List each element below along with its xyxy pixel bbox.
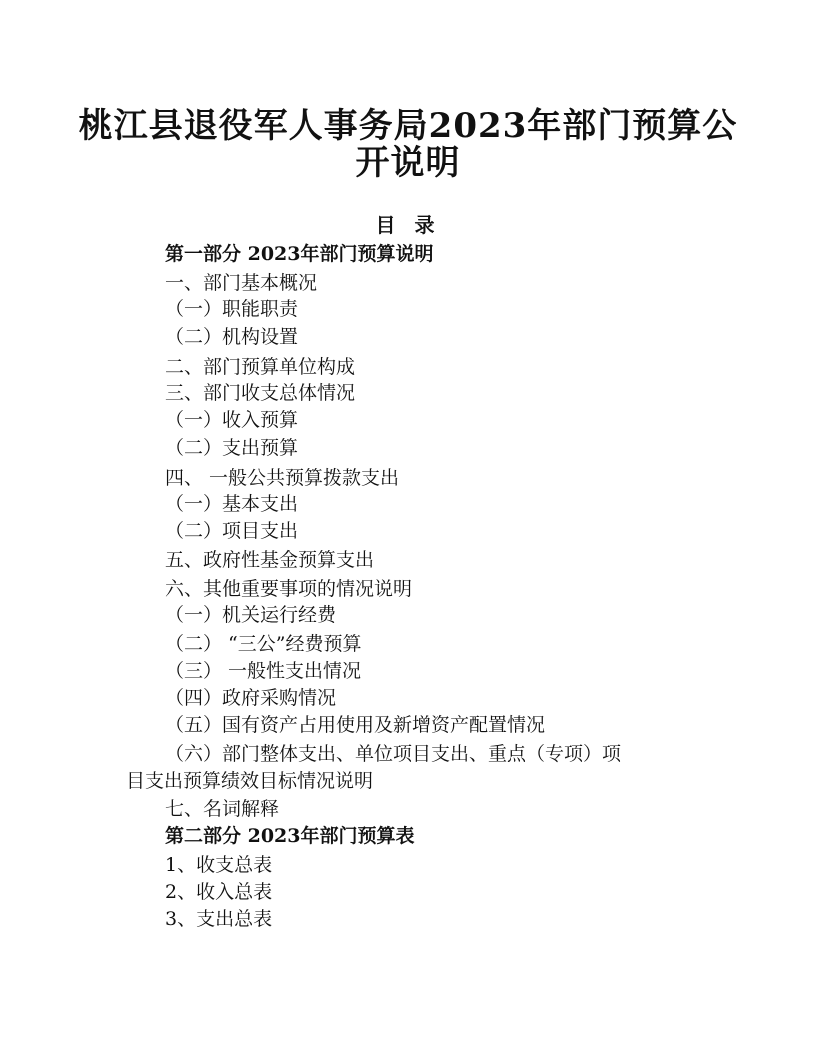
toc-item-section-5: 五、政府性基金预算支出 — [165, 549, 375, 571]
toc-item-section-1: 一、部门基本概况 — [165, 272, 318, 294]
document-title-line-1: 桃江县退役军人事务局2023年部门预算公 — [78, 106, 738, 146]
toc-item-section-2: 二、部门预算单位构成 — [165, 356, 356, 378]
toc-item-section-6-5: （五）国有资产占用使用及新增资产配置情况 — [165, 714, 546, 736]
toc-item-section-6-4: （四）政府采购情况 — [165, 687, 337, 709]
toc-item-section-4: 四、 一般公共预算拨款支出 — [165, 467, 400, 489]
toc-item-section-3-1: （一）收入预算 — [165, 409, 299, 431]
toc-item-section-1-2: （二）机构设置 — [165, 326, 299, 348]
toc-item-section-7: 七、名词解释 — [165, 798, 280, 820]
toc-item-section-4-1: （一）基本支出 — [165, 493, 299, 515]
toc-item-table-3: 3、支出总表 — [165, 908, 273, 930]
toc-item-section-6: 六、其他重要事项的情况说明 — [165, 578, 413, 600]
toc-item-section-4-2: （二）项目支出 — [165, 520, 299, 542]
toc-item-section-6-2: （二） “三公”经费预算 — [165, 633, 362, 655]
toc-item-section-1-1: （一）职能职责 — [165, 298, 299, 320]
toc-item-section-3: 三、部门收支总体情况 — [165, 382, 356, 404]
toc-item-section-6-1: （一）机关运行经费 — [165, 604, 337, 626]
toc-item-section-6-3: （三） 一般性支出情况 — [165, 660, 362, 682]
toc-item-section-3-2: （二）支出预算 — [165, 437, 299, 459]
toc-item-table-2: 2、收入总表 — [165, 881, 273, 903]
toc-part-two-heading: 第二部分 2023年部门预算表 — [165, 825, 415, 847]
document-title-line-2: 开说明 — [355, 143, 461, 183]
toc-part-one-heading: 第一部分 2023年部门预算说明 — [165, 243, 434, 265]
toc-heading: 目 录 — [375, 213, 441, 237]
toc-item-table-1: 1、收支总表 — [165, 854, 273, 876]
toc-item-section-6-6: （六）部门整体支出、单位项目支出、重点（专项）项 — [165, 743, 622, 765]
toc-item-section-6-6-continued: 目支出预算绩效目标情况说明 — [126, 770, 374, 792]
